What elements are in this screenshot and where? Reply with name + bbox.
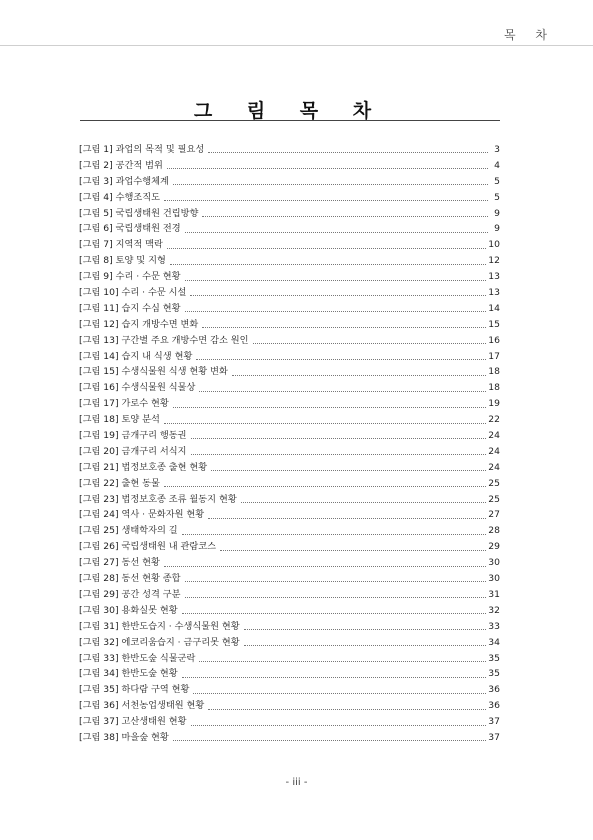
dot-leader xyxy=(244,645,487,646)
toc-entry-page: 35 xyxy=(488,668,500,680)
dot-leader xyxy=(196,359,486,360)
toc-entry-label: [그림 11] 습지 수심 현황 xyxy=(79,302,181,314)
toc-entry-label: [그림 8] 토양 및 지형 xyxy=(79,255,166,267)
toc-entry-page: 12 xyxy=(488,255,500,267)
toc-entry[interactable] xyxy=(79,380,500,396)
toc-entry[interactable] xyxy=(79,253,500,269)
toc-entry-page: 36 xyxy=(488,684,500,696)
toc-entry-label: [그림 30] 용화실못 현황 xyxy=(79,604,178,616)
toc-entry-page: 10 xyxy=(488,239,500,251)
toc-entry[interactable] xyxy=(79,507,500,523)
toc-entry-label: [그림 9] 수리 · 수문 현황 xyxy=(79,271,181,283)
toc-entry[interactable] xyxy=(79,444,500,460)
page-number: - iii - xyxy=(285,777,308,788)
toc-entry-page: 29 xyxy=(488,541,500,553)
toc-entry-label: [그림 3] 과업수행체계 xyxy=(79,175,169,187)
toc-entry-page: 18 xyxy=(488,366,500,378)
toc-entry[interactable] xyxy=(79,714,500,730)
toc-entry-label: [그림 13] 구간별 주요 개방수면 감소 원인 xyxy=(79,334,249,346)
toc-entry-label: [그림 21] 법정보호종 출현 현황 xyxy=(79,461,208,473)
dot-leader xyxy=(220,550,486,551)
toc-entry-page: 24 xyxy=(488,445,500,457)
dot-leader xyxy=(253,343,487,344)
toc-entry[interactable] xyxy=(79,396,500,412)
toc-entry-page: 32 xyxy=(488,604,500,616)
dot-leader xyxy=(208,709,486,710)
toc-entry-page: 37 xyxy=(488,716,500,728)
dot-leader xyxy=(164,200,488,201)
toc-entry-label: [그림 22] 출현 동물 xyxy=(79,477,160,489)
dot-leader xyxy=(185,597,487,598)
toc-entry-label: [그림 33] 한반도숲 식물군락 xyxy=(79,652,196,664)
toc-entry[interactable] xyxy=(79,603,500,619)
dot-leader xyxy=(199,391,486,392)
dot-leader xyxy=(164,566,486,567)
dot-leader xyxy=(185,311,487,312)
toc-entry[interactable] xyxy=(79,190,500,206)
dot-leader xyxy=(208,518,486,519)
dot-leader xyxy=(173,740,487,741)
toc-entry[interactable] xyxy=(79,651,500,667)
toc-entry-label: [그림 17] 가로수 현황 xyxy=(79,398,169,410)
toc-entry[interactable] xyxy=(79,539,500,555)
toc-entry-page: 13 xyxy=(488,287,500,299)
toc-entry[interactable] xyxy=(79,460,500,476)
dot-leader xyxy=(164,423,486,424)
toc-entry-label: [그림 16] 수생식물원 식물상 xyxy=(79,382,196,394)
toc-entry-label: [그림 7] 지역적 맥락 xyxy=(79,239,163,251)
dot-leader xyxy=(182,677,487,678)
toc-entry-page: 27 xyxy=(488,509,500,521)
toc-entry-label: [그림 32] 에코리움습지 · 금구리못 현황 xyxy=(79,636,240,648)
toc-entry[interactable] xyxy=(79,555,500,571)
toc-entry-label: [그림 6] 국립생태원 전경 xyxy=(79,223,181,235)
dot-leader xyxy=(208,152,488,153)
toc-entry-label: [그림 4] 수행조직도 xyxy=(79,191,160,203)
dot-leader xyxy=(173,407,487,408)
toc-entry[interactable] xyxy=(79,142,500,158)
toc-entry-page: 16 xyxy=(488,334,500,346)
toc-entry[interactable] xyxy=(79,237,500,253)
toc-entry[interactable] xyxy=(79,619,500,635)
toc-entry-label: [그림 35] 하다람 구역 현황 xyxy=(79,684,190,696)
dot-leader xyxy=(164,486,486,487)
dot-leader xyxy=(173,184,488,185)
title-underline xyxy=(80,120,500,121)
toc-entry[interactable] xyxy=(79,301,500,317)
dot-leader xyxy=(202,216,488,217)
toc-entry-label: [그림 2] 공간적 범위 xyxy=(79,159,163,171)
toc-entry-label: [그림 15] 수생식물원 식생 현황 변화 xyxy=(79,366,228,378)
dot-leader xyxy=(182,534,487,535)
toc-entry-label: [그림 34] 한반도숲 현황 xyxy=(79,668,178,680)
toc-entry-label: [그림 5] 국립생태원 건립방향 xyxy=(79,207,199,219)
dot-leader xyxy=(241,502,487,503)
toc-entry-label: [그림 25] 생태학자의 길 xyxy=(79,525,178,537)
toc-entry-page: 4 xyxy=(494,159,500,171)
dot-leader xyxy=(232,375,486,376)
toc-entry-page: 9 xyxy=(494,223,500,235)
toc-entry[interactable] xyxy=(79,364,500,380)
toc-entry-page: 30 xyxy=(488,573,500,585)
toc-entry-page: 5 xyxy=(494,175,500,187)
toc-entry-page: 34 xyxy=(488,636,500,648)
toc-entry-page: 36 xyxy=(488,700,500,712)
toc-entry-label: [그림 29] 공간 성격 구분 xyxy=(79,588,181,600)
toc-entry[interactable] xyxy=(79,682,500,698)
toc-entry-page: 22 xyxy=(488,414,500,426)
toc-entry-label: [그림 10] 수리 · 수문 시설 xyxy=(79,287,187,299)
toc-entry[interactable] xyxy=(79,730,500,746)
toc-entry[interactable] xyxy=(79,317,500,333)
toc-entry[interactable] xyxy=(79,666,500,682)
toc-entry-label: [그림 38] 마을숲 현황 xyxy=(79,731,169,743)
toc-entry[interactable] xyxy=(79,492,500,508)
toc-entry-label: [그림 12] 습지 개방수면 변화 xyxy=(79,318,199,330)
toc-entry-page: 5 xyxy=(494,191,500,203)
dot-leader xyxy=(185,232,488,233)
dot-leader xyxy=(193,693,486,694)
toc-entry-page: 3 xyxy=(494,144,500,155)
toc-entry[interactable] xyxy=(79,571,500,587)
toc-entry-page: 13 xyxy=(488,271,500,283)
dot-leader xyxy=(244,629,487,630)
toc-entry-label: [그림 1] 과업의 목적 및 필요성 xyxy=(79,144,205,155)
toc-entry[interactable] xyxy=(79,349,500,365)
toc-entry[interactable] xyxy=(79,412,500,428)
toc-entry-label: [그림 28] 동선 현황 종합 xyxy=(79,573,181,585)
toc-entry-page: 25 xyxy=(488,493,500,505)
toc-entry-page: 19 xyxy=(488,398,500,410)
toc-entry-page: 25 xyxy=(488,477,500,489)
toc-entry-label: [그림 18] 토양 분석 xyxy=(79,414,160,426)
toc-entry-label: [그림 31] 한반도습지 · 수생식물원 현황 xyxy=(79,620,240,632)
page-title: 그 림 목 차 xyxy=(193,100,386,122)
dot-leader xyxy=(191,438,487,439)
dot-leader xyxy=(185,280,487,281)
dot-leader xyxy=(211,470,486,471)
toc-entry-page: 9 xyxy=(494,207,500,219)
toc-entry-page: 14 xyxy=(488,302,500,314)
toc-entry-page: 28 xyxy=(488,525,500,537)
toc-entry-page: 24 xyxy=(488,461,500,473)
dot-leader xyxy=(167,248,486,249)
toc-entry-label: [그림 37] 고산생태원 현황 xyxy=(79,716,187,728)
toc-entry[interactable] xyxy=(79,476,500,492)
toc-entry[interactable] xyxy=(79,428,500,444)
toc-entry-page: 17 xyxy=(488,350,500,362)
toc-entry[interactable] xyxy=(79,587,500,603)
toc-entry[interactable] xyxy=(79,523,500,539)
figure-list xyxy=(79,142,500,746)
toc-entry-page: 30 xyxy=(488,557,500,569)
toc-entry[interactable] xyxy=(79,285,500,301)
toc-entry-label: [그림 24] 역사 · 문화자원 현황 xyxy=(79,509,205,521)
toc-entry-label: [그림 26] 국립생태원 내 관람코스 xyxy=(79,541,217,553)
toc-entry-label: [그림 14] 습지 내 식생 현황 xyxy=(79,350,193,362)
toc-entry-page: 24 xyxy=(488,430,500,442)
toc-entry-page: 37 xyxy=(488,731,500,743)
toc-entry[interactable] xyxy=(79,174,500,190)
toc-entry[interactable] xyxy=(79,221,500,237)
dot-leader xyxy=(170,264,486,265)
toc-entry-page: 31 xyxy=(488,588,500,600)
header-divider xyxy=(0,45,593,46)
toc-entry-page: 33 xyxy=(488,620,500,632)
dot-leader xyxy=(182,613,487,614)
toc-entry-page: 35 xyxy=(488,652,500,664)
dot-leader xyxy=(191,454,487,455)
toc-entry-label: [그림 20] 금개구리 서식지 xyxy=(79,445,187,457)
dot-leader xyxy=(202,327,486,328)
toc-entry-label: [그림 27] 동선 현황 xyxy=(79,557,160,569)
toc-entry[interactable] xyxy=(79,206,500,222)
toc-entry-label: [그림 36] 서천농업생태원 현황 xyxy=(79,700,205,712)
dot-leader xyxy=(191,725,487,726)
header-section-label: 목 차 xyxy=(504,28,555,42)
toc-entry[interactable] xyxy=(79,269,500,285)
toc-entry[interactable] xyxy=(79,635,500,651)
dot-leader xyxy=(199,661,486,662)
toc-entry-page: 18 xyxy=(488,382,500,394)
toc-entry[interactable] xyxy=(79,698,500,714)
toc-entry[interactable] xyxy=(79,333,500,349)
toc-entry-label: [그림 19] 금개구리 행동권 xyxy=(79,430,187,442)
dot-leader xyxy=(190,295,486,296)
toc-entry-page: 15 xyxy=(488,318,500,330)
toc-entry-label: [그림 23] 법정보호종 조류 월동지 현황 xyxy=(79,493,237,505)
toc-entry[interactable] xyxy=(79,158,500,174)
dot-leader xyxy=(185,581,487,582)
dot-leader xyxy=(167,168,488,169)
